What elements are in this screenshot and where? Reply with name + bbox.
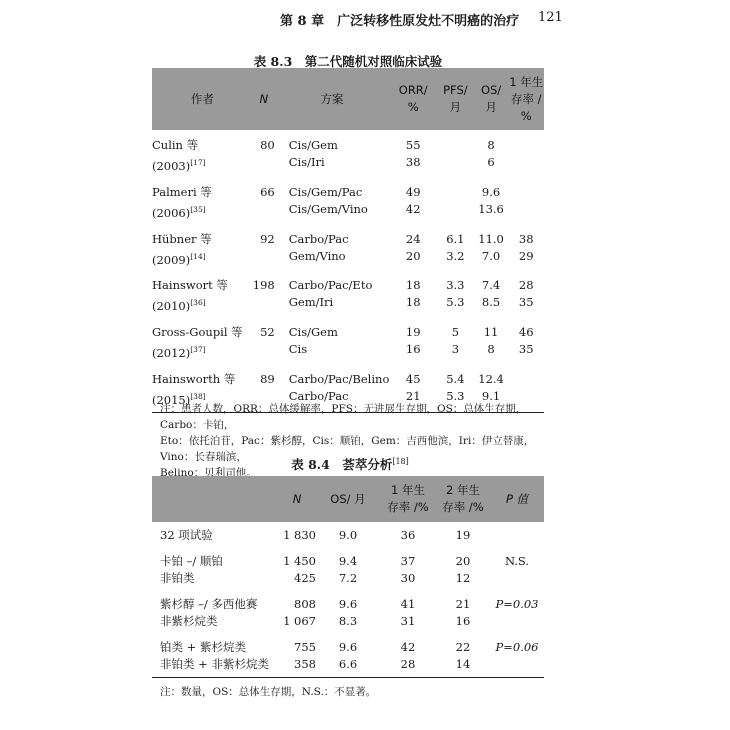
regimen-cell: Carbo/Pac/Belino: [288, 372, 390, 387]
p-value-cell: P=0.03: [495, 597, 539, 611]
table1-col-pfs: [437, 68, 474, 130]
author-cell: Hainswort 等: [152, 278, 228, 293]
n-cell: 1 067: [283, 614, 316, 628]
os-cell: 11.0: [478, 231, 504, 246]
os-cell: 8.5: [481, 295, 501, 310]
table1-caption: 表 8.3 第二代随机对照临床试验: [253, 54, 443, 69]
pfs-cell: [437, 184, 474, 201]
table1-col-author: 作者: [190, 91, 214, 106]
p-value-cell: P=0.06: [495, 640, 539, 654]
table2: [152, 476, 544, 678]
n-cell: 92: [260, 231, 275, 246]
pfs-cell: [437, 201, 474, 231]
table2-col-2yr-line2: 存率 /%: [442, 500, 484, 514]
running-title: 第 8 章 广泛转移性原发灶不明癌的治疗: [280, 14, 520, 29]
one-year-survival-cell: 30: [400, 571, 416, 585]
pfs-cell: 3.2: [446, 248, 465, 263]
n-cell: 198: [252, 278, 275, 293]
regimen-cell: Cis/Iri: [288, 155, 325, 169]
two-year-survival-cell: 20: [455, 554, 471, 568]
table2-col-2yr-line1: 2 年生: [446, 483, 480, 497]
year-text: (2012): [152, 346, 191, 361]
two-year-survival-cell: 12: [455, 571, 471, 585]
table1-col-1yr-line1: 1 年生: [509, 74, 544, 89]
regimen-cell: Carbo/Pac/Eto: [288, 278, 373, 293]
table2-col-n: N: [292, 491, 302, 506]
table-row: [152, 656, 544, 678]
table1-col-pfs-line2: 月: [449, 100, 462, 114]
os-cell: 8: [487, 342, 495, 357]
regimen-cell: Carbo/Pac: [288, 231, 349, 246]
n-cell: [253, 294, 275, 324]
orr-cell: 19: [405, 325, 421, 340]
orr-cell: 45: [405, 372, 421, 387]
table2-col-1yr-line1: 1 年生: [391, 483, 425, 497]
table2-header-row: [152, 476, 544, 522]
table-row: [152, 553, 544, 570]
table2-caption-ref: [18]: [392, 456, 409, 466]
year-text: (2003): [152, 158, 191, 173]
p-value-cell: N.S.: [504, 554, 530, 568]
n-cell: 358: [294, 657, 316, 671]
os-cell: 6.6: [338, 657, 358, 671]
os-cell: 13.6: [478, 201, 504, 216]
reference-mark: [17]: [190, 158, 206, 167]
table1-col-n: N: [259, 91, 269, 106]
two-year-survival-cell: 21: [455, 597, 471, 611]
regimen-cell: Cis/Gem: [288, 138, 338, 152]
table-row: [152, 248, 544, 278]
os-cell: 7.4: [481, 278, 501, 293]
n-cell: 89: [260, 372, 275, 387]
table1-col-regimen: 方案: [320, 91, 344, 106]
table-row: [152, 294, 544, 324]
table1-header-row: [152, 68, 544, 130]
orr-cell: 24: [405, 231, 421, 246]
orr-cell: 38: [405, 155, 421, 169]
orr-cell: 55: [405, 138, 421, 152]
table2-col-1yr: [380, 476, 436, 522]
os-cell: 8: [487, 138, 495, 152]
table2-caption: [290, 455, 410, 473]
orr-cell: 18: [405, 295, 421, 310]
author-cell: Hübner 等: [152, 231, 212, 246]
n-cell: 66: [260, 184, 275, 199]
table-row: [152, 613, 544, 639]
two-year-survival-cell: 14: [455, 657, 471, 671]
os-cell: 9.6: [338, 640, 358, 654]
n-cell: [253, 154, 275, 184]
n-cell: 80: [260, 138, 275, 152]
table2-col-group: [152, 476, 278, 522]
year-text: (2009): [152, 252, 191, 267]
table2-col-1yr-line2: 存率 /%: [387, 500, 429, 514]
year-cell: [152, 201, 253, 231]
table2-col-2yr: [436, 476, 490, 522]
one-year-survival-cell: [509, 201, 545, 231]
orr-cell: 42: [405, 201, 421, 216]
table1-col-os: OS/ 月: [480, 83, 502, 114]
table1-note-line2: Eto：依托泊苷，Pac：紫杉醇，Cis：顺铂，Gem：吉西他滨，Iri：伊立替康，Vino：长春瑞滨，: [160, 435, 535, 463]
table2-col-os: OS/ 月: [330, 491, 366, 506]
pfs-cell: 5.3: [446, 295, 465, 310]
one-year-survival-cell: 28: [518, 278, 534, 293]
os-cell: 11: [483, 325, 499, 340]
table-row: [152, 154, 544, 184]
regimen-cell: Cis: [288, 342, 308, 357]
table1-note-line1: 注：患者人数，ORR：总体缓解率，PFS：无进展生存期，OS：总体生存期，Carbo：卡铂，: [160, 403, 527, 431]
table-row: [152, 184, 544, 201]
pfs-cell: 5: [451, 325, 460, 340]
table2-caption-text: 表 8.4 荟萃分析: [291, 457, 393, 472]
table-row: [152, 341, 544, 371]
pfs-cell: 5.4: [446, 372, 465, 387]
pfs-cell: 6.1: [446, 231, 465, 246]
n-cell: 1 830: [283, 528, 316, 542]
n-cell: [253, 248, 275, 278]
os-cell: 9.6: [338, 597, 358, 611]
one-year-survival-cell: [509, 154, 545, 184]
regimen-cell: Cis/Gem/Pac: [288, 184, 363, 199]
os-cell: 7.2: [338, 571, 358, 585]
n-cell: 52: [260, 325, 275, 340]
two-year-survival-cell: 22: [455, 640, 471, 654]
n-cell: 755: [294, 640, 316, 654]
page-number: 121: [538, 10, 563, 25]
one-year-survival-cell: 46: [518, 325, 534, 340]
table1-col-1yr-line2: 存率 /: [510, 91, 542, 106]
one-year-survival-cell: 29: [518, 248, 534, 263]
group-label-cell: 铂类 + 紫杉烷类: [160, 640, 246, 654]
regimen-cell: Carbo/Pac: [288, 389, 349, 404]
pfs-cell: [437, 154, 474, 184]
one-year-survival-cell: 28: [400, 657, 416, 671]
table1-col-orr-line1: ORR/: [398, 83, 428, 97]
p-value-cell: [490, 522, 544, 553]
n-cell: [253, 201, 275, 231]
one-year-survival-cell: 36: [400, 528, 416, 542]
p-value-cell: [490, 570, 544, 596]
pfs-cell: [437, 130, 474, 154]
table1: [152, 68, 544, 413]
one-year-survival-cell: 35: [518, 295, 534, 310]
table-row: [152, 596, 544, 613]
one-year-survival-cell: [509, 371, 545, 388]
regimen-cell: Gem/Vino: [288, 248, 346, 263]
group-label-cell: 非紫杉烷类: [160, 614, 218, 628]
table1-col-orr-line2: %: [407, 100, 419, 114]
one-year-survival-cell: 37: [400, 554, 416, 568]
os-cell: 12.4: [478, 372, 504, 387]
table-row: [152, 277, 544, 294]
orr-cell: 49: [405, 184, 421, 199]
table1-col-1yr: [509, 68, 545, 130]
author-cell: Gross-Goupil 等: [152, 325, 243, 340]
os-cell: 8.3: [338, 614, 358, 628]
year-cell: [152, 248, 253, 278]
year-text: (2015): [152, 392, 191, 407]
year-cell: [152, 154, 253, 184]
table2-note: 注：数量，OS：总体生存期，N.S.：不显著。: [160, 686, 377, 698]
regimen-cell: Cis/Gem/Vino: [288, 201, 368, 216]
author-cell: Culin 等: [152, 138, 199, 152]
os-cell: 6: [487, 155, 495, 169]
reference-mark: [14]: [190, 251, 206, 261]
reference-mark: [36]: [190, 298, 206, 308]
p-value-cell: [490, 656, 544, 678]
orr-cell: 20: [405, 248, 421, 263]
one-year-survival-cell: 42: [400, 640, 416, 654]
group-label-cell: 卡铂 –/ 顺铂: [160, 554, 223, 568]
table-row: [152, 371, 544, 388]
regimen-cell: Cis/Gem: [288, 325, 338, 340]
p-value-cell: [490, 613, 544, 639]
os-cell: 9.4: [338, 554, 358, 568]
reference-mark: [38]: [190, 392, 206, 402]
reference-mark: [37]: [190, 345, 206, 355]
table-row: [152, 201, 544, 231]
table-row: [152, 130, 544, 154]
one-year-survival-cell: [509, 130, 545, 154]
one-year-survival-cell: 35: [518, 342, 534, 357]
author-cell: Hainsworth 等: [152, 372, 236, 387]
table1-note-line3: Belino：贝利司他。: [160, 467, 257, 479]
orr-cell: 18: [405, 278, 421, 293]
os-cell: 7.0: [481, 248, 501, 263]
one-year-survival-cell: 38: [518, 231, 534, 246]
n-cell: 808: [294, 597, 316, 611]
table-row: [152, 324, 544, 341]
os-cell: 9.0: [338, 528, 358, 542]
year-cell: [152, 341, 253, 371]
os-cell: 9.1: [481, 389, 501, 404]
two-year-survival-cell: 16: [455, 614, 471, 628]
n-cell: 1 450: [283, 554, 316, 568]
os-cell: 9.6: [481, 184, 501, 199]
pfs-cell: 3.3: [446, 278, 465, 293]
reference-mark: [35]: [190, 204, 206, 214]
table1-col-pfs-line1: PFS/: [443, 83, 468, 97]
n-cell: [253, 341, 275, 371]
group-label-cell: 非铂类 + 非紫杉烷类: [160, 657, 269, 671]
pfs-cell: 5.3: [446, 389, 465, 404]
table-row: [152, 231, 544, 248]
n-cell: 425: [294, 571, 316, 585]
table-row: [152, 570, 544, 596]
orr-cell: 16: [405, 342, 421, 357]
year-cell: [152, 294, 253, 324]
one-year-survival-cell: 31: [400, 614, 416, 628]
group-label-cell: 32 项试验: [160, 528, 213, 542]
pfs-cell: 3: [451, 342, 460, 357]
author-cell: Palmeri 等: [152, 184, 212, 199]
one-year-survival-cell: 41: [400, 597, 416, 611]
one-year-survival-cell: [509, 184, 545, 201]
year-text: (2006): [152, 205, 191, 220]
table2-col-p: P 值: [505, 491, 529, 506]
table-row: [152, 522, 544, 553]
group-label-cell: 紫杉醇 –/ 多西他赛: [160, 597, 258, 611]
year-text: (2010): [152, 299, 191, 314]
group-label-cell: 非铂类: [160, 571, 195, 585]
table-row: [152, 639, 544, 656]
regimen-cell: Gem/Iri: [288, 295, 334, 310]
orr-cell: 21: [405, 389, 421, 404]
table1-col-1yr-line3: %: [520, 108, 532, 123]
two-year-survival-cell: 19: [455, 528, 471, 542]
table1-col-orr: [389, 68, 437, 130]
